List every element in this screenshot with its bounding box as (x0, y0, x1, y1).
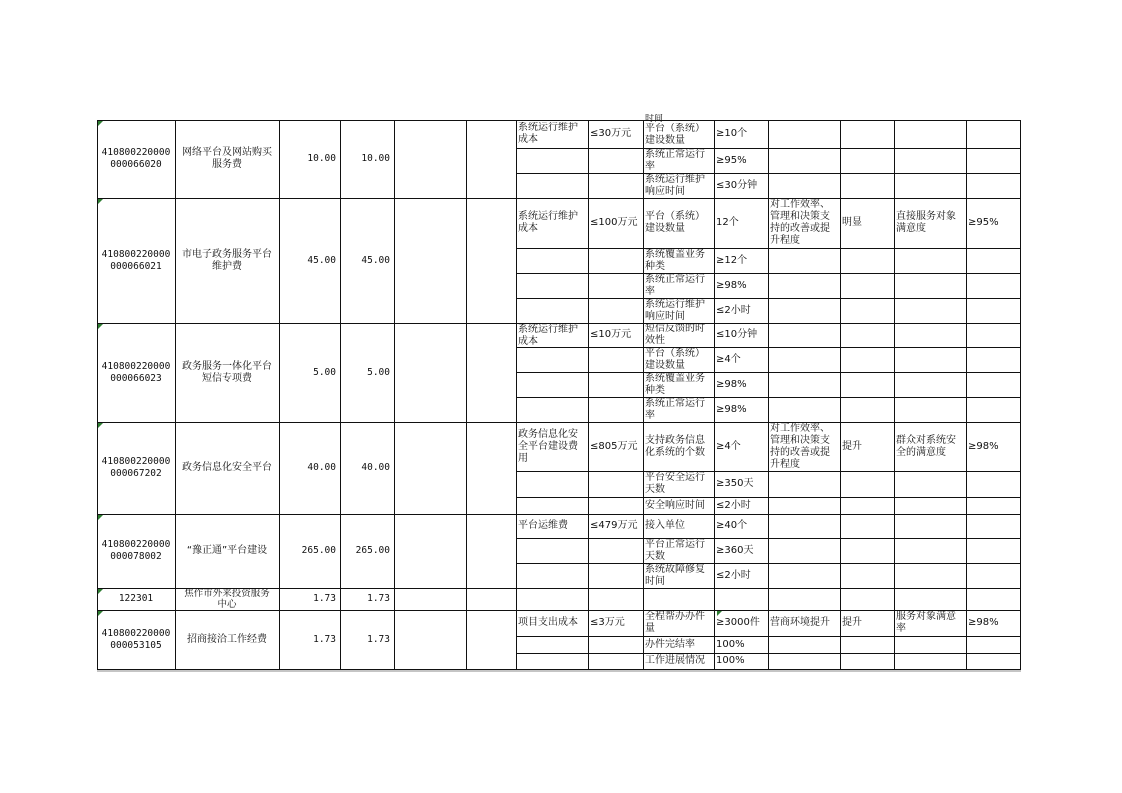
sub-value: ≥40个 (716, 520, 748, 531)
sub-value: ≥95% (716, 154, 747, 166)
effect-metric: 对工作效率、 管理和决策支 持的改善或提 升程度 (770, 422, 830, 470)
sub-metric: 支持政务信息 化系统的个数 (645, 434, 705, 458)
budget-performance-table (97, 114, 1021, 670)
satisfaction-metric: 直接服务对象 满意度 (896, 211, 956, 234)
project-name: 政务信息化安全平台 (182, 462, 272, 473)
sub-value: ≥4个 (716, 353, 741, 365)
output-value: ≤100万元 (590, 217, 638, 228)
sub-metric: 接入单位 (645, 520, 685, 531)
output-value: ≤10万元 (590, 329, 632, 340)
sub-metric: 系统正常运行 率 (645, 149, 705, 172)
project-name: 政务服务一体化平台 短信专项费 (182, 360, 272, 384)
project-code: 410800220000 000078002 (101, 539, 171, 562)
grid-line (516, 173, 1021, 174)
sub-metric: 办件完结率 (645, 638, 695, 650)
satisfaction-metric: 服务对象满意 率 (896, 611, 956, 634)
sub-value: ≥98% (716, 403, 747, 415)
project-code: 410800220000 000066021 (101, 248, 171, 272)
output-value: ≤30万元 (590, 128, 632, 139)
sub-value: ≤2小时 (716, 569, 751, 581)
sub-metric: 平台（系统） 建设数量 (645, 211, 705, 234)
output-value: ≤3万元 (590, 617, 625, 628)
sub-value: ≥4个 (716, 440, 741, 452)
effect-metric: 对工作效率、 管理和决策支 持的改善或提 升程度 (770, 199, 830, 246)
sub-metric: 工作进展情况 (645, 655, 705, 666)
output-value: ≤805万元 (590, 440, 638, 452)
unit-code: 122301 (118, 593, 154, 604)
sub-value: 100% (716, 655, 745, 666)
grid-line (516, 372, 1021, 373)
sub-metric: 平台（系统） 建设数量 (645, 123, 705, 146)
project-code: 410800220000 000066020 (101, 147, 171, 170)
sub-metric: 系统运行维护 响应时间 (645, 174, 705, 197)
sub-metric: 安全响应时间 (645, 499, 705, 511)
amount-fiscal: 40.00 (361, 462, 390, 473)
grid-line (516, 538, 1021, 539)
sub-metric: 平台（系统） 建设数量 (645, 347, 705, 371)
sub-value: ≤2小时 (716, 304, 751, 316)
amount-total: 1.73 (313, 593, 336, 604)
output-metric: 系统运行维护 成本 (518, 211, 578, 234)
grid-line (516, 248, 1021, 249)
effect-value: 提升 (842, 617, 862, 628)
output-metric: 系统运行维护 成本 (518, 324, 578, 347)
amount-total: 10.00 (307, 153, 336, 164)
sub-metric: 系统覆盖业务 种类 (645, 372, 705, 396)
sub-value: ≥350天 (716, 478, 754, 489)
grid-line (516, 148, 1021, 149)
grid-line (516, 471, 1021, 472)
amount-fiscal: 5.00 (367, 366, 390, 378)
grid-line (516, 397, 1021, 398)
sub-metric: 短信反馈的时 效性 (645, 323, 705, 346)
satisfaction-metric: 群众对系统安 全的满意度 (896, 434, 956, 458)
satisfaction-value: ≥95% (968, 217, 999, 228)
sub-metric: 系统正常运行 率 (645, 273, 705, 297)
amount-fiscal: 1.73 (367, 593, 390, 604)
grid-line (516, 298, 1021, 299)
satisfaction-value: ≥98% (968, 617, 999, 628)
satisfaction-value: ≥98% (968, 440, 999, 452)
amount-fiscal: 265.00 (355, 545, 390, 556)
grid-line (516, 347, 1021, 348)
unit-name: 焦作市外来投资服务 中心 (184, 588, 270, 610)
amount-total: 265.00 (301, 545, 336, 556)
sub-value: ≤30分钟 (716, 179, 758, 191)
sub-metric: 系统正常运行 率 (645, 397, 705, 421)
amount-total: 40.00 (307, 462, 336, 473)
sub-metric: 平台正常运行 天数 (645, 538, 705, 562)
grid-line (516, 497, 1021, 498)
grid-line (516, 636, 1021, 637)
amount-total: 1.73 (313, 633, 336, 645)
project-name: 市电子政务服务平台 维护费 (182, 248, 272, 272)
sub-value: ≤2小时 (716, 499, 751, 511)
grid-line (516, 273, 1021, 274)
sub-value: ≥98% (716, 378, 747, 390)
table-bottom-shadow (97, 670, 1021, 672)
output-metric: 平台运维费 (518, 520, 568, 531)
sub-value: ≥360天 (716, 544, 754, 556)
clipped-text: 时间 (645, 114, 664, 122)
amount-total: 45.00 (307, 254, 336, 266)
output-metric: 政务信息化安 全平台建设费 用 (518, 428, 578, 464)
sub-metric: 平台安全运行 天数 (645, 472, 705, 495)
project-name: 招商接洽工作经费 (187, 633, 267, 645)
project-name: “豫正通”平台建设 (186, 545, 268, 556)
effect-metric: 营商环境提升 (770, 617, 830, 628)
sub-value: 100% (716, 638, 745, 650)
sub-value: 12个 (716, 217, 739, 228)
project-code: 410800220000 000066023 (101, 360, 171, 384)
amount-fiscal: 1.73 (367, 633, 390, 645)
grid-line (516, 653, 1021, 654)
sub-metric: 系统故障修复 时间 (645, 563, 705, 587)
project-code: 410800220000 000053105 (101, 627, 171, 651)
project-name: 网络平台及网站购买 服务费 (182, 147, 272, 170)
sub-value: ≤10分钟 (716, 329, 758, 340)
sub-value: ≥3000件 (716, 617, 760, 628)
sub-value: ≥12个 (716, 254, 748, 266)
sub-metric: 系统运行维护 响应时间 (645, 298, 705, 322)
sub-metric: 全程帮办办件 量 (645, 611, 705, 634)
amount-fiscal: 45.00 (361, 254, 390, 266)
sub-metric: 系统覆盖业务 种类 (645, 248, 705, 272)
output-metric: 系统运行维护 成本 (518, 122, 578, 145)
sub-value: ≥10个 (716, 128, 748, 139)
grid-line (516, 563, 1021, 564)
sub-value: ≥98% (716, 279, 747, 291)
amount-total: 5.00 (313, 366, 336, 378)
amount-fiscal: 10.00 (361, 153, 390, 164)
output-value: ≤479万元 (590, 520, 638, 531)
effect-value: 提升 (842, 440, 862, 452)
project-code: 410800220000 000067202 (101, 456, 171, 479)
effect-value: 明显 (842, 217, 862, 228)
output-metric: 项目支出成本 (518, 617, 578, 628)
